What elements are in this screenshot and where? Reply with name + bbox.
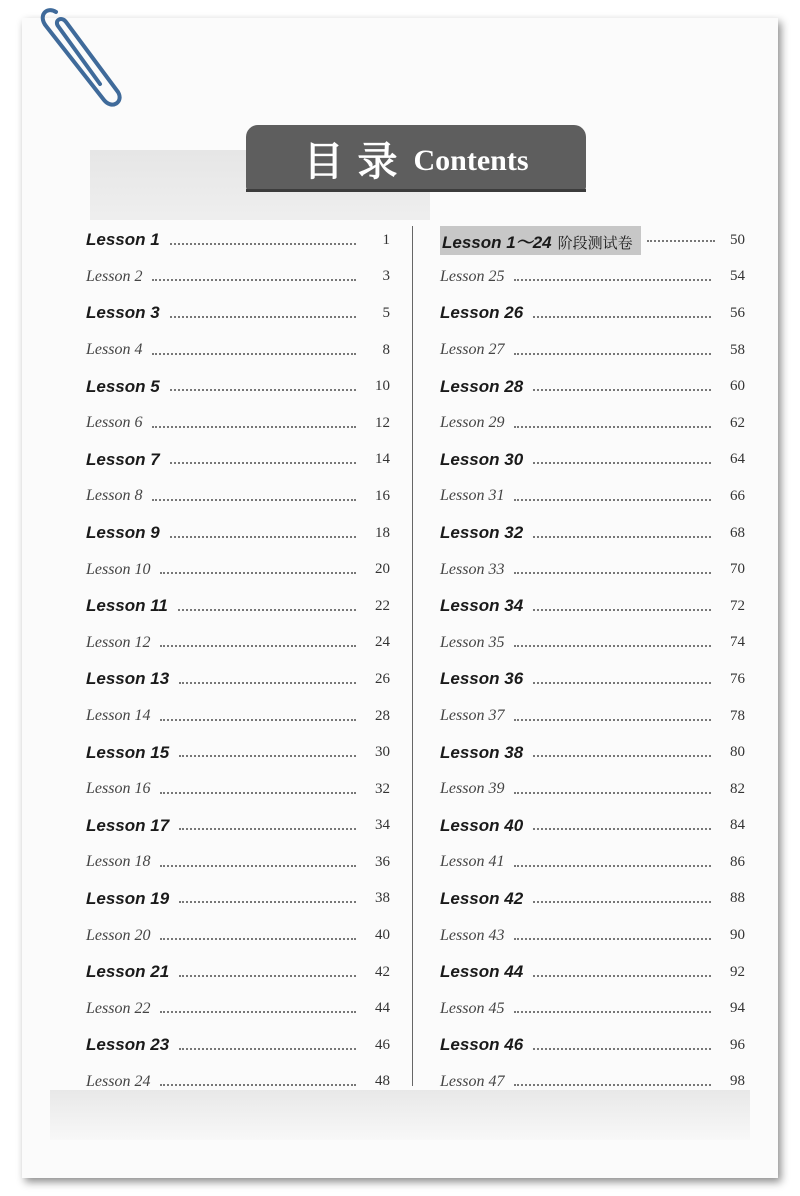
dot-leader — [533, 1047, 711, 1050]
lesson-title: Lesson 8 — [86, 487, 143, 505]
toc-entry[interactable] — [440, 442, 745, 479]
page-number: 46 — [375, 1036, 390, 1053]
toc-entry[interactable] — [440, 368, 745, 405]
page-number: 90 — [730, 927, 745, 944]
toc-entry-label — [86, 634, 150, 652]
toc-entry[interactable] — [86, 588, 390, 625]
toc-entry[interactable] — [440, 295, 745, 332]
toc-entry[interactable] — [86, 771, 390, 808]
toc-entry[interactable] — [86, 332, 390, 369]
page-number: 86 — [730, 853, 745, 870]
lesson-title: Lesson 42 — [440, 888, 524, 908]
page-number: 50 — [730, 231, 745, 248]
page-number: 68 — [730, 524, 745, 541]
toc-entry[interactable] — [86, 808, 390, 845]
dot-leader — [170, 388, 356, 391]
lesson-title: Lesson 27 — [440, 341, 505, 359]
dot-leader — [514, 864, 711, 867]
title-underline — [246, 189, 586, 192]
dot-leader — [160, 1083, 356, 1086]
dot-leader — [152, 278, 356, 281]
lesson-title: Lesson 5 — [86, 376, 160, 396]
toc-entry-label — [440, 707, 504, 725]
dot-leader — [647, 239, 715, 242]
page-number: 96 — [730, 1036, 745, 1053]
toc-entry-label — [86, 561, 150, 579]
lesson-title: Lesson 36 — [440, 669, 524, 689]
dot-leader — [514, 278, 711, 281]
toc-entry-label — [440, 523, 523, 543]
page-number: 64 — [730, 451, 745, 468]
toc-entry-label — [440, 853, 504, 871]
page-number: 58 — [730, 341, 745, 358]
toc-entry-label — [86, 889, 169, 909]
lesson-title: Lesson 21 — [86, 962, 170, 982]
toc-entry-label — [440, 962, 523, 982]
toc-entry[interactable] — [440, 405, 745, 442]
toc-entry-label — [86, 596, 168, 616]
toc-entry[interactable] — [86, 698, 390, 735]
page-number: 26 — [375, 670, 390, 687]
toc-entry-label — [86, 303, 160, 323]
page-number: 82 — [730, 780, 745, 797]
toc-entry-label — [86, 816, 169, 836]
page-number: 62 — [730, 414, 745, 431]
page-number: 28 — [375, 707, 390, 724]
lesson-title: Lesson 6 — [86, 414, 143, 432]
toc-entry[interactable] — [86, 844, 390, 881]
contents-left-column — [86, 222, 390, 1100]
dot-leader — [514, 791, 711, 794]
lesson-title: Lesson 44 — [440, 962, 524, 982]
toc-entry[interactable] — [86, 917, 390, 954]
test-label: 阶段测试卷 — [557, 233, 633, 252]
lesson-title: Lesson 15 — [86, 742, 170, 762]
toc-entry[interactable] — [86, 625, 390, 662]
dot-leader — [170, 242, 356, 245]
page-number: 66 — [730, 487, 745, 504]
lesson-title: Lesson 25 — [440, 267, 505, 285]
lesson-title: Lesson 17 — [86, 815, 170, 835]
dot-leader — [179, 900, 356, 903]
dot-leader — [160, 864, 356, 867]
toc-entry[interactable] — [440, 625, 745, 662]
toc-entry-label — [440, 561, 504, 579]
toc-entry[interactable] — [440, 478, 745, 515]
dot-leader — [514, 571, 711, 574]
toc-entry-label — [440, 669, 523, 689]
lesson-title: Lesson 28 — [440, 376, 524, 396]
lesson-title: Lesson 45 — [440, 999, 505, 1017]
toc-entry-label — [440, 1000, 504, 1018]
column-divider — [412, 226, 413, 1086]
toc-entry-label — [86, 377, 160, 397]
toc-entry-label — [86, 268, 142, 286]
toc-entry[interactable] — [440, 332, 745, 369]
page-number: 18 — [375, 524, 390, 541]
dot-leader — [160, 1010, 356, 1013]
lesson-title: Lesson 10 — [86, 560, 151, 578]
toc-entry[interactable] — [440, 1027, 745, 1064]
toc-entry-label — [86, 1073, 150, 1091]
page-number: 24 — [375, 634, 390, 651]
lesson-title: Lesson 16 — [86, 780, 151, 798]
page-number: 78 — [730, 707, 745, 724]
toc-entry[interactable] — [440, 588, 745, 625]
dot-leader — [514, 1010, 711, 1013]
lesson-title: Lesson 37 — [440, 707, 505, 725]
dot-leader — [533, 974, 711, 977]
dot-leader — [160, 644, 356, 647]
toc-entry[interactable] — [86, 954, 390, 991]
dot-leader — [152, 352, 356, 355]
toc-entry[interactable] — [86, 734, 390, 771]
lesson-title: Lesson 3 — [86, 303, 160, 323]
toc-entry[interactable] — [86, 1027, 390, 1064]
lesson-title: Lesson 41 — [440, 853, 505, 871]
dot-leader — [170, 461, 356, 464]
dot-leader — [179, 827, 356, 830]
dot-leader — [179, 974, 356, 977]
page-number: 32 — [375, 780, 390, 797]
title-chinese: 目录 — [303, 137, 412, 185]
toc-entry-label — [86, 743, 169, 763]
toc-entry[interactable] — [86, 222, 390, 259]
lesson-title: Lesson 46 — [440, 1035, 524, 1055]
toc-entry[interactable] — [86, 515, 390, 552]
lesson-title: Lesson 38 — [440, 742, 524, 762]
page-number: 1 — [382, 231, 390, 248]
toc-entry[interactable] — [440, 661, 745, 698]
toc-entry-label — [440, 1073, 504, 1091]
lesson-title: Lesson 1 — [86, 230, 160, 250]
dot-leader — [533, 535, 711, 538]
dot-leader — [179, 754, 356, 757]
dot-leader — [533, 315, 711, 318]
page-number: 88 — [730, 890, 745, 907]
page-number: 54 — [730, 268, 745, 285]
toc-entry-label — [86, 707, 150, 725]
lesson-title: Lesson 2 — [86, 267, 143, 285]
page-number: 3 — [382, 268, 390, 285]
toc-entry-label — [440, 414, 504, 432]
toc-entry-label — [440, 341, 504, 359]
toc-entry-label — [440, 743, 523, 763]
lesson-title: Lesson 29 — [440, 414, 505, 432]
page-number: 56 — [730, 304, 745, 321]
toc-entry[interactable] — [440, 954, 745, 991]
toc-entry-label — [86, 414, 142, 432]
toc-entry-label — [440, 1035, 523, 1055]
page-number: 12 — [375, 414, 390, 431]
toc-entry-label — [440, 596, 523, 616]
toc-entry[interactable] — [86, 551, 390, 588]
lesson-title: Lesson 9 — [86, 523, 160, 543]
toc-entry[interactable] — [440, 259, 745, 296]
page-number: 30 — [375, 744, 390, 761]
dot-leader — [160, 571, 356, 574]
dot-leader — [152, 498, 356, 501]
page-number: 8 — [382, 341, 390, 358]
toc-entry[interactable] — [86, 368, 390, 405]
toc-entry[interactable] — [440, 222, 745, 259]
page-number: 34 — [375, 817, 390, 834]
lesson-title: Lesson 24 — [86, 1072, 151, 1090]
lesson-title: Lesson 12 — [86, 633, 151, 651]
dot-leader — [533, 388, 711, 391]
lesson-title: Lesson 31 — [440, 487, 505, 505]
toc-entry[interactable] — [86, 478, 390, 515]
dot-leader — [514, 718, 711, 721]
toc-entry[interactable] — [86, 405, 390, 442]
toc-entry-label — [86, 962, 169, 982]
page-number: 92 — [730, 963, 745, 980]
dot-leader — [179, 681, 356, 684]
lesson-title: Lesson 1～24 — [442, 232, 552, 252]
lesson-title: Lesson 39 — [440, 780, 505, 798]
toc-entry-label — [440, 377, 523, 397]
dot-leader — [514, 1083, 711, 1086]
toc-entry-label — [86, 669, 169, 689]
toc-entry-label — [86, 927, 150, 945]
lesson-title: Lesson 33 — [440, 560, 505, 578]
lesson-title: Lesson 4 — [86, 341, 143, 359]
toc-entry-label — [86, 487, 142, 505]
page-number: 84 — [730, 817, 745, 834]
toc-entry-label — [86, 853, 150, 871]
toc-entry[interactable] — [440, 917, 745, 954]
toc-entry-label — [86, 1035, 169, 1055]
toc-entry[interactable] — [86, 259, 390, 296]
toc-entry[interactable] — [440, 808, 745, 845]
page-number: 38 — [375, 890, 390, 907]
toc-entry-label — [440, 927, 504, 945]
dot-leader — [533, 461, 711, 464]
dot-leader — [514, 937, 711, 940]
lesson-title: Lesson 30 — [440, 449, 524, 469]
contents-title-band — [246, 125, 586, 191]
lesson-title: Lesson 43 — [440, 926, 505, 944]
dot-leader — [160, 937, 356, 940]
toc-entry[interactable] — [440, 771, 745, 808]
toc-entry[interactable] — [86, 442, 390, 479]
lesson-title: Lesson 18 — [86, 853, 151, 871]
contents-right-column — [440, 222, 745, 1100]
page-number: 80 — [730, 744, 745, 761]
paperclip-icon — [36, 0, 126, 115]
toc-entry[interactable] — [440, 844, 745, 881]
page-number: 60 — [730, 378, 745, 395]
lesson-title: Lesson 40 — [440, 815, 524, 835]
page-number: 36 — [375, 853, 390, 870]
toc-entry-label — [440, 634, 504, 652]
toc-entry[interactable] — [440, 515, 745, 552]
toc-entry[interactable] — [86, 990, 390, 1027]
lesson-title: Lesson 7 — [86, 449, 160, 469]
dot-leader — [533, 827, 711, 830]
toc-entry-label — [440, 226, 641, 255]
toc-entry[interactable] — [86, 881, 390, 918]
toc-entry-label — [440, 889, 523, 909]
dot-leader — [533, 681, 711, 684]
toc-entry[interactable] — [86, 295, 390, 332]
dot-leader — [152, 425, 356, 428]
dot-leader — [160, 718, 356, 721]
lesson-title: Lesson 11 — [86, 596, 168, 616]
toc-entry[interactable] — [440, 881, 745, 918]
lesson-title: Lesson 19 — [86, 888, 170, 908]
dot-leader — [514, 425, 711, 428]
page-number: 40 — [375, 927, 390, 944]
dot-leader — [179, 1047, 356, 1050]
page-number: 22 — [375, 597, 390, 614]
toc-entry[interactable] — [440, 990, 745, 1027]
page-bottom-shade — [50, 1090, 750, 1140]
toc-entry-label — [440, 816, 523, 836]
title-english: Contents — [413, 144, 529, 177]
lesson-title: Lesson 32 — [440, 523, 524, 543]
lesson-title: Lesson 23 — [86, 1035, 170, 1055]
page-number: 94 — [730, 1000, 745, 1017]
toc-entry[interactable] — [440, 734, 745, 771]
lesson-title: Lesson 20 — [86, 926, 151, 944]
dot-leader — [514, 498, 711, 501]
toc-entry-label — [86, 341, 142, 359]
page-number: 44 — [375, 1000, 390, 1017]
page-number: 74 — [730, 634, 745, 651]
toc-entry-label — [440, 450, 523, 470]
lesson-title: Lesson 34 — [440, 596, 524, 616]
lesson-title: Lesson 35 — [440, 633, 505, 651]
page-number: 20 — [375, 561, 390, 578]
dot-leader — [514, 644, 711, 647]
toc-entry-label — [86, 523, 160, 543]
dot-leader — [533, 608, 711, 611]
dot-leader — [533, 754, 711, 757]
page-number: 76 — [730, 670, 745, 687]
page-number: 10 — [375, 378, 390, 395]
page-number: 70 — [730, 561, 745, 578]
toc-entry[interactable] — [440, 551, 745, 588]
page-number: 98 — [730, 1073, 745, 1090]
dot-leader — [533, 900, 711, 903]
lesson-title: Lesson 14 — [86, 707, 151, 725]
page-number: 48 — [375, 1073, 390, 1090]
dot-leader — [160, 791, 356, 794]
lesson-title: Lesson 22 — [86, 999, 151, 1017]
page-number: 5 — [382, 304, 390, 321]
page-number: 72 — [730, 597, 745, 614]
toc-entry-label — [440, 780, 504, 798]
dot-leader — [178, 608, 356, 611]
dot-leader — [514, 352, 711, 355]
page-number: 42 — [375, 963, 390, 980]
toc-entry-label — [86, 780, 150, 798]
lesson-title: Lesson 47 — [440, 1072, 505, 1090]
toc-entry-label — [86, 1000, 150, 1018]
toc-entry[interactable] — [440, 698, 745, 735]
toc-entry-label — [440, 303, 523, 323]
page-number: 14 — [375, 451, 390, 468]
toc-entry[interactable] — [86, 661, 390, 698]
lesson-title: Lesson 13 — [86, 669, 170, 689]
lesson-title: Lesson 26 — [440, 303, 524, 323]
toc-entry-label — [86, 230, 160, 250]
toc-entry-label — [440, 487, 504, 505]
toc-entry-label — [440, 268, 504, 286]
page-number: 16 — [375, 487, 390, 504]
toc-entry-label — [86, 450, 160, 470]
dot-leader — [170, 535, 356, 538]
dot-leader — [170, 315, 356, 318]
